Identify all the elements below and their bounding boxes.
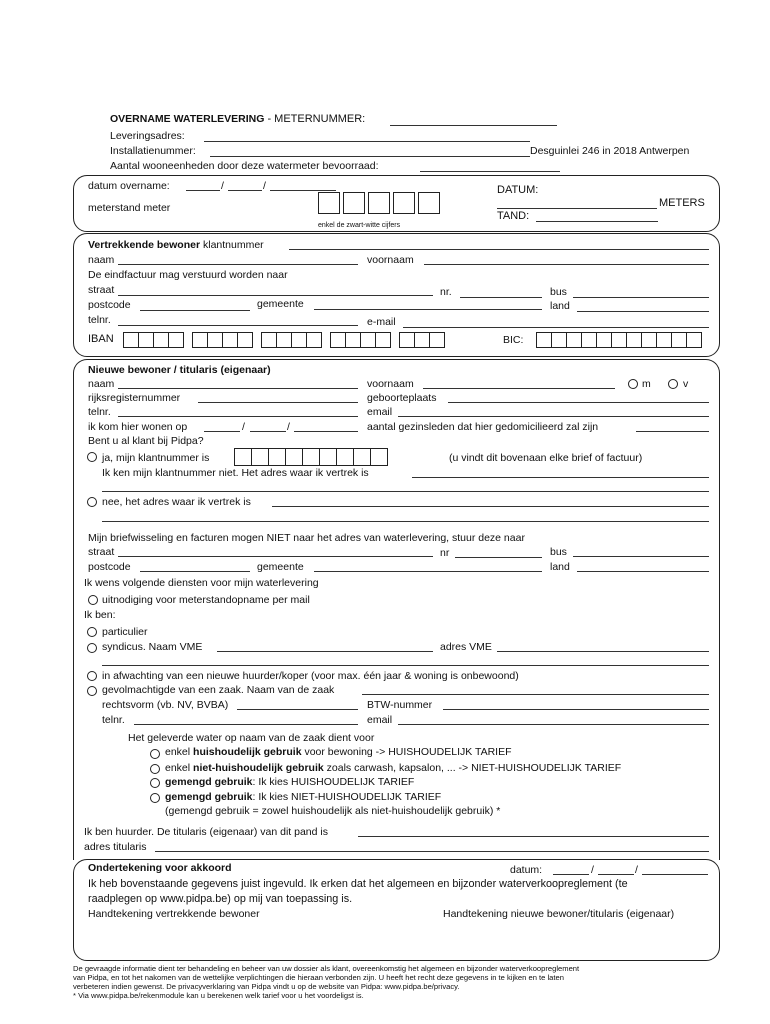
ondertekening-day[interactable] (553, 874, 589, 875)
wooneenheden-field[interactable] (420, 171, 560, 172)
postcode-label: postcode (88, 561, 131, 573)
meterstand-digit[interactable] (418, 192, 440, 214)
gevolmachtigde-radio[interactable] (87, 686, 97, 696)
klantnummer-char-box[interactable] (234, 448, 252, 466)
gender-v-label: v (683, 378, 689, 390)
ondertekening-text-2: raadplegen op www.pidpa.be) op mij van toepassing is. (88, 893, 353, 905)
iban-char-box[interactable] (345, 332, 361, 348)
telnr-label: telnr. (102, 714, 125, 726)
titularis-naam-field[interactable] (358, 836, 709, 837)
vertrekkende-postcode-field[interactable] (140, 310, 250, 311)
nr-label: nr (440, 547, 450, 559)
bic-char-box[interactable] (686, 332, 702, 348)
iban-char-box[interactable] (222, 332, 238, 348)
vertrekkende-title-bold: Vertrekkende bewoner (88, 239, 201, 251)
klantnummer-label: klantnummer (200, 239, 264, 251)
gemengd-niet-huishoudelijk-label (165, 791, 441, 803)
vme-naam-field[interactable] (217, 651, 433, 652)
vertrekkende-voornaam-field[interactable] (424, 264, 709, 265)
wooneenheden-label: Aantal wooneenheden door deze watermeter bevoorraad: (110, 160, 379, 172)
klantnummer-char-box[interactable] (319, 448, 337, 466)
ondertekening-month[interactable] (598, 874, 634, 875)
gemengd-huishoudelijk-radio[interactable] (150, 778, 160, 788)
huishoudelijk-radio[interactable] (150, 749, 160, 759)
adres-vme-label: adres VME (440, 641, 492, 653)
ja-klant-radio[interactable] (87, 452, 97, 462)
nieuwe-title: Nieuwe bewoner / titularis (eigenaar) (88, 364, 271, 376)
straat-label: straat (88, 284, 115, 296)
afwachting-label: in afwachting van een nieuwe huurder/koper (voor max. één jaar & woning is onbewoond) (102, 670, 519, 682)
brief-postcode-field[interactable] (140, 571, 250, 572)
meterstand-digit[interactable] (393, 192, 415, 214)
bic-char-box[interactable] (551, 332, 567, 348)
opt2-prefix: enkel (165, 762, 194, 774)
particulier-radio[interactable] (87, 627, 97, 637)
iban-char-box[interactable] (306, 332, 322, 348)
vme-adres-field-2[interactable] (102, 665, 709, 666)
gezinsleden-label: aantal gezinsleden dat hier gedomicilieerd zal zijn (367, 421, 599, 433)
bic-char-box[interactable] (581, 332, 597, 348)
ken-niet-label: Ik ken mijn klantnummer niet. Het adres waar ik vertrek is (102, 467, 369, 479)
gemengd-note: (gemengd gebruik = zowel huishoudelijk als niet-huishoudelijk gebruik) * (165, 805, 501, 817)
meters-label: METERS (659, 197, 705, 209)
gender-m-radio[interactable] (628, 379, 638, 389)
ondertekening-year[interactable] (642, 874, 708, 875)
bic-char-box[interactable] (611, 332, 627, 348)
brief-land-field[interactable] (577, 571, 709, 572)
vertrek-adres-field[interactable] (412, 477, 709, 478)
gender-v-radio[interactable] (668, 379, 678, 389)
vertrekkende-email-field[interactable] (403, 327, 709, 328)
zaak-naam-field[interactable] (362, 694, 709, 695)
tand-field[interactable] (536, 221, 658, 222)
klantnummer-char-box[interactable] (268, 448, 286, 466)
iban-label: IBAN (88, 333, 114, 345)
land-label: land (550, 561, 570, 573)
klant-vraag: Bent u al klant bij Pidpa? (88, 435, 204, 447)
footer-line-1: De gevraagde informatie dient ter behandeling en beheer van uw dossier als klant, overeenkomstig het algemeen en bijzonder waterverkoopreglement (73, 964, 580, 973)
rechtsvorm-field[interactable] (237, 709, 358, 710)
meternummer-label: - METERNUMMER: (264, 113, 366, 125)
diensten-label: Ik wens volgende diensten voor mijn waterlevering (84, 577, 319, 589)
gemengd-niet-huishoudelijk-radio[interactable] (150, 793, 160, 803)
opt2-suffix: zoals carwash, kapsalon, ... -> NIET-HUISHOUDELIJK TARIEF (323, 762, 622, 774)
iban-char-box[interactable] (153, 332, 169, 348)
briefwisseling-label: Mijn briefwisseling en facturen mogen NIET naar het adres van waterlevering, stuur deze naar (88, 532, 525, 544)
installatienummer-field[interactable] (210, 156, 530, 157)
zaak-email-field[interactable] (398, 724, 709, 725)
address-value: Desguinlei 246 in 2018 Antwerpen (530, 145, 690, 157)
bus-label: bus (550, 546, 567, 558)
bic-char-box[interactable] (671, 332, 687, 348)
kom-wonen-month[interactable] (250, 431, 286, 432)
iban-char-box[interactable] (237, 332, 253, 348)
datum-overname-day[interactable] (186, 190, 220, 191)
email-label: email (367, 406, 393, 418)
ja-klant-label: ja, mijn klantnummer is (102, 452, 210, 464)
meternummer-field[interactable] (390, 125, 557, 126)
nieuwe-naam-field[interactable] (118, 388, 358, 389)
ik-ben-label: Ik ben: (84, 609, 116, 621)
land-label: land (550, 300, 570, 312)
voornaam-label: voornaam (367, 254, 414, 266)
handtekening-vertrekkende: Handtekening vertrekkende bewoner (88, 908, 260, 920)
afwachting-radio[interactable] (87, 671, 97, 681)
opt1-bold: huishoudelijk gebruik (193, 746, 302, 758)
kom-wonen-day[interactable] (204, 431, 240, 432)
bic-char-box[interactable] (641, 332, 657, 348)
kom-wonen-year[interactable] (294, 431, 358, 432)
brief-gemeente-field[interactable] (314, 571, 542, 572)
vertrekkende-land-field[interactable] (577, 311, 709, 312)
handtekening-nieuwe: Handtekening nieuwe bewoner/titularis (eigenaar) (443, 908, 675, 920)
footer-line-4: * Via www.pidpa.be/rekenmodule kan u berekenen welk tarief voor u het voordeligst is. (73, 991, 364, 1000)
ondertekening-title: Ondertekening voor akkoord (88, 862, 232, 874)
klantnummer-char-box[interactable] (285, 448, 303, 466)
nee-adres-field[interactable] (272, 506, 709, 507)
huishoudelijk-label (165, 746, 512, 758)
iban-char-box[interactable] (330, 332, 346, 348)
geleverde-label: Het geleverde water op naam van de zaak dient voor (128, 732, 375, 744)
datum-overname-label: datum overname: (88, 180, 170, 192)
iban-char-box[interactable] (291, 332, 307, 348)
meterstand-digit[interactable] (318, 192, 340, 214)
eindfactuur-label: De eindfactuur mag verstuurd worden naar (88, 269, 288, 281)
bic-char-box[interactable] (596, 332, 612, 348)
bic-label: BIC: (503, 334, 524, 346)
nieuwe-voornaam-field[interactable] (423, 388, 615, 389)
tand-label: TAND: (497, 210, 530, 222)
klantnummer-char-box[interactable] (370, 448, 388, 466)
rechtsvorm-label: rechtsvorm (vb. NV, BVBA) (102, 699, 229, 711)
kom-wonen-label: ik kom hier wonen op (88, 421, 188, 433)
date-slash: / (242, 421, 245, 433)
form-title (110, 113, 365, 125)
brief-nr-field[interactable] (455, 557, 542, 558)
syndicus-radio[interactable] (87, 643, 97, 653)
naam-label: naam (88, 254, 115, 266)
gender-m-label: m (642, 378, 651, 390)
vertrekkende-telnr-field[interactable] (118, 325, 358, 326)
gemeente-label: gemeente (257, 298, 304, 310)
rijksregisternummer-field[interactable] (198, 402, 358, 403)
nee-label: nee, het adres waar ik vertrek is (102, 496, 251, 508)
iban-char-box[interactable] (375, 332, 391, 348)
niet-huishoudelijk-label (165, 762, 621, 774)
ondertekening-datum-label: datum: (510, 864, 543, 876)
datum-overname-month[interactable] (228, 190, 262, 191)
iban-char-box[interactable] (414, 332, 430, 348)
brief-straat-field[interactable] (118, 556, 433, 557)
bic-char-box[interactable] (566, 332, 582, 348)
email-label: email (367, 714, 393, 726)
vertrek-adres-field-2[interactable] (102, 491, 709, 492)
nieuwe-email-field[interactable] (398, 416, 709, 417)
iban-char-box[interactable] (399, 332, 415, 348)
btw-field[interactable] (443, 709, 709, 710)
datum-slash: / (263, 180, 266, 192)
opt3-bold: gemengd gebruik (165, 776, 253, 788)
uitnodiging-label: uitnodiging voor meterstandopname per mail (102, 594, 310, 606)
rijksregisternummer-label: rijksregisternummer (88, 392, 181, 404)
nr-label: nr. (440, 286, 452, 298)
zaak-telnr-field[interactable] (134, 724, 358, 725)
meterstand-digit[interactable] (368, 192, 390, 214)
iban-char-box[interactable] (123, 332, 139, 348)
particulier-label: particulier (102, 626, 148, 638)
straat-label: straat (88, 546, 115, 558)
klantnummer-char-box[interactable] (302, 448, 320, 466)
uitnodiging-radio[interactable] (88, 595, 98, 605)
meterstand-digit[interactable] (343, 192, 365, 214)
datum-right-field[interactable] (497, 208, 657, 209)
bus-label: bus (550, 286, 567, 298)
vme-adres-field[interactable] (497, 651, 709, 652)
gezinsleden-field[interactable] (636, 431, 709, 432)
opt4-suffix: : Ik kies NIET-HUISHOUDELIJK TARIEF (252, 791, 442, 803)
vertrekkende-nr-field[interactable] (460, 297, 542, 298)
telnr-label: telnr. (88, 314, 111, 326)
date-slash: / (287, 421, 290, 433)
geboorteplaats-label: geboorteplaats (367, 392, 437, 404)
iban-char-box[interactable] (138, 332, 154, 348)
bic-char-box[interactable] (536, 332, 552, 348)
klantnummer-char-box[interactable] (336, 448, 354, 466)
vertrekkende-klantnummer-field[interactable] (289, 249, 709, 250)
vindt-note: (u vindt dit bovenaan elke brief of factuur) (449, 452, 643, 464)
iban-char-box[interactable] (192, 332, 208, 348)
huurder-label: Ik ben huurder. De titularis (eigenaar) van dit pand is (84, 826, 328, 838)
email-label: e-mail (367, 316, 396, 328)
adres-titularis-label: adres titularis (84, 841, 147, 853)
datum-overname-year[interactable] (270, 190, 336, 191)
brief-bus-field[interactable] (573, 556, 709, 557)
iban-char-box[interactable] (360, 332, 376, 348)
iban-char-box[interactable] (168, 332, 184, 348)
leveringsadres-field[interactable] (204, 141, 530, 142)
telnr-label: telnr. (88, 406, 111, 418)
niet-huishoudelijk-radio[interactable] (150, 764, 160, 774)
form-title-text: OVERNAME WATERLEVERING (110, 113, 265, 125)
bic-char-box[interactable] (626, 332, 642, 348)
opt1-suffix: voor bewoning -> HUISHOUDELIJK TARIEF (301, 746, 512, 758)
opt3-suffix: : Ik kies HUISHOUDELIJK TARIEF (252, 776, 415, 788)
iban-char-box[interactable] (276, 332, 292, 348)
nee-klant-radio[interactable] (87, 497, 97, 507)
naam-label: naam (88, 378, 115, 390)
vertrekkende-bus-field[interactable] (573, 297, 709, 298)
installatienummer-label: Installatienummer: (110, 145, 196, 157)
titularis-adres-field[interactable] (155, 851, 709, 852)
vertrekkende-straat-field[interactable] (118, 295, 433, 296)
voornaam-label: voornaam (367, 378, 414, 390)
gemeente-label: gemeente (257, 561, 304, 573)
gevolmachtigde-label: gevolmachtigde van een zaak. Naam van de zaak (102, 684, 335, 696)
meterstand-label: meterstand meter (88, 202, 171, 214)
ondertekening-text-1: Ik heb bovenstaande gegevens juist ingevuld. Ik erken dat het algemeen en bijzonder waterverkoopreglement (te (88, 878, 628, 890)
opt2-bold: niet-huishoudelijk gebruik (193, 762, 324, 774)
nee-adres-field-2[interactable] (102, 521, 709, 522)
datum-right-label: DATUM: (497, 184, 539, 196)
footer-line-3: verbeteren indien gewenst. De privacyverklaring van Pidpa vindt u op de website van Pidpa: www.pidpa.be/privacy. (73, 982, 460, 991)
date-slash: / (635, 864, 638, 876)
geboorteplaats-field[interactable] (448, 402, 709, 403)
footer-line-2: van Pidpa, en tot het nakomen van de wettelijke verplichtingen die hieraan verbonden zijn. U heeft het recht deze gegevens in te kijken en te laten (73, 973, 564, 982)
date-slash: / (591, 864, 594, 876)
iban-char-box[interactable] (207, 332, 223, 348)
datum-slash: / (221, 180, 224, 192)
bic-char-box[interactable] (656, 332, 672, 348)
opt1-prefix: enkel (165, 746, 194, 758)
postcode-label: postcode (88, 299, 131, 311)
nieuwe-telnr-field[interactable] (118, 416, 358, 417)
vertrekkende-naam-field[interactable] (118, 264, 358, 265)
opt4-bold: gemengd gebruik (165, 791, 253, 803)
vertrekkende-gemeente-field[interactable] (314, 309, 542, 310)
klantnummer-char-box[interactable] (353, 448, 371, 466)
iban-char-box[interactable] (429, 332, 445, 348)
gemengd-huishoudelijk-label (165, 776, 414, 788)
btw-label: BTW-nummer (367, 699, 433, 711)
syndicus-label: syndicus. Naam VME (102, 641, 203, 653)
klantnummer-char-box[interactable] (251, 448, 269, 466)
leveringsadres-label: Leveringsadres: (110, 130, 185, 142)
iban-char-box[interactable] (261, 332, 277, 348)
digits-note: enkel de zwart-witte cijfers (318, 222, 401, 229)
vertrekkende-title (88, 239, 264, 251)
